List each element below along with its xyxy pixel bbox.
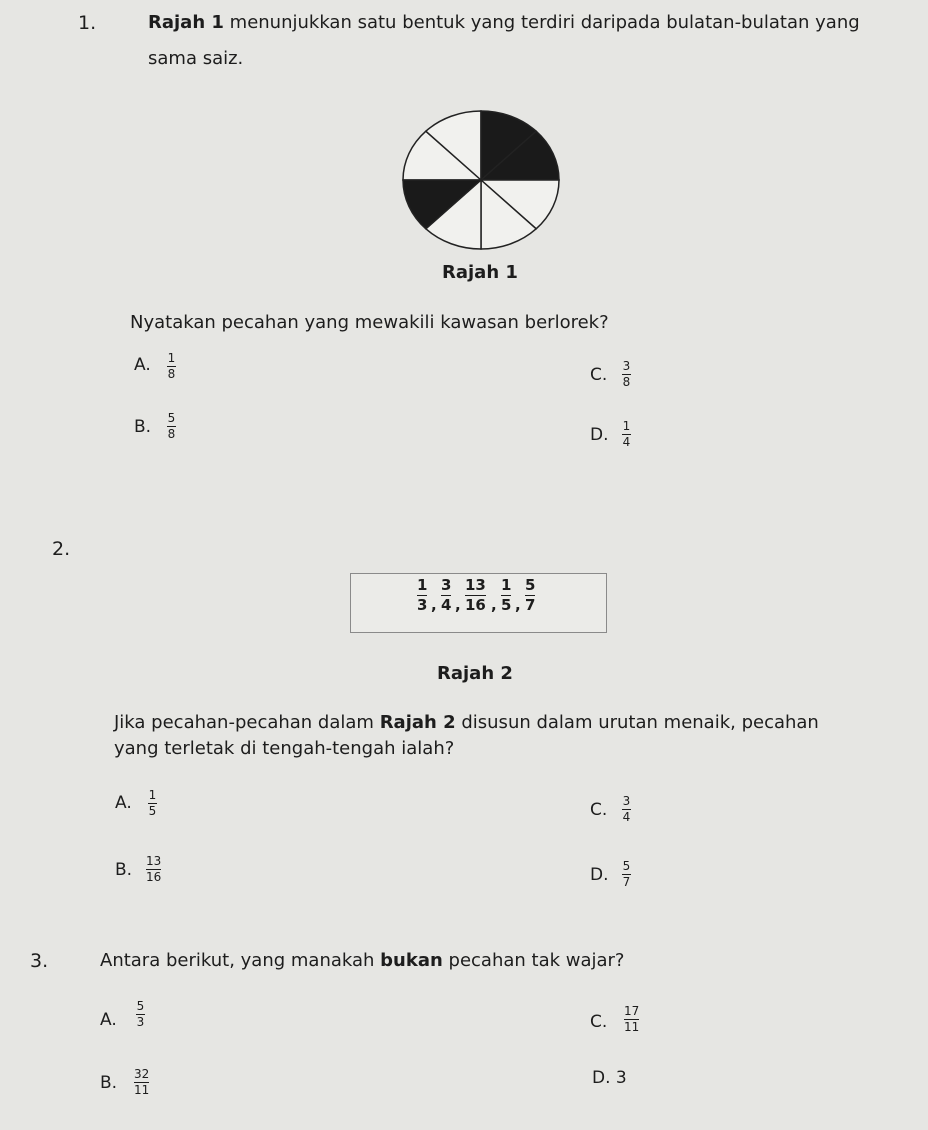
- denominator: 4: [622, 435, 631, 449]
- question-3-stem-bold: bukan: [380, 950, 443, 971]
- q2-option-d-fraction[interactable]: [622, 860, 631, 889]
- q2-option-c-letter[interactable]: C.: [590, 800, 608, 820]
- rajah-1-caption: Rajah 1: [442, 262, 518, 283]
- rajah-1-circle-figure: [400, 108, 562, 252]
- question-1-stem: [148, 12, 860, 34]
- question-2-stem-part1: Jika pecahan-pecahan dalam: [114, 712, 380, 733]
- denominator: 11: [134, 1083, 150, 1097]
- denominator: 3: [136, 1015, 145, 1029]
- q1-option-a-fraction[interactable]: [167, 352, 176, 381]
- numerator: 3: [622, 359, 631, 373]
- numerator: 32: [134, 1067, 150, 1081]
- question-1-number: 1.: [78, 12, 97, 34]
- q1-option-b-letter[interactable]: B.: [134, 417, 152, 437]
- q2-option-b-letter[interactable]: B.: [115, 860, 133, 880]
- denominator: 8: [167, 427, 176, 441]
- q3-option-d-letter: D.: [592, 1068, 611, 1088]
- question-1-prompt: Nyatakan pecahan yang mewakili kawasan berlorek?: [130, 312, 609, 333]
- numerator: 13: [146, 854, 162, 868]
- denominator: 7: [622, 875, 631, 889]
- denominator: 4: [622, 810, 631, 824]
- q2-option-a-letter[interactable]: A.: [115, 793, 132, 813]
- rajah-2-fraction-1: 1 3: [417, 576, 428, 614]
- question-1-stem-line2: sama saiz.: [148, 48, 244, 69]
- question-2-stem-part2: disusun dalam urutan menaik, pecahan: [455, 712, 819, 733]
- rajah-2-fraction-2: 3 4: [441, 576, 452, 614]
- rajah-2-fraction-5: 5 7: [525, 576, 536, 614]
- denominator: 5: [148, 804, 157, 818]
- rajah-2-fraction-3: 13 16: [465, 576, 486, 614]
- denominator: 11: [624, 1020, 640, 1034]
- rajah-2-caption: Rajah 2: [437, 663, 513, 684]
- q1-option-d-fraction[interactable]: [622, 420, 631, 449]
- question-1-stem-rest: menunjukkan satu bentuk yang terdiri daripada bulatan-bulatan yang: [223, 12, 860, 33]
- question-3-number: 3.: [30, 950, 49, 972]
- q3-option-a-letter[interactable]: A.: [100, 1010, 117, 1030]
- question-3-stem-part1: Antara berikut, yang manakah: [100, 950, 381, 971]
- q2-option-a-fraction[interactable]: [148, 789, 157, 818]
- q1-option-b-fraction[interactable]: [167, 412, 176, 441]
- q1-option-d-letter[interactable]: D.: [590, 425, 609, 445]
- q2-option-c-fraction[interactable]: [622, 795, 631, 824]
- q2-option-b-fraction[interactable]: [146, 855, 161, 884]
- q3-option-b-fraction[interactable]: [134, 1068, 149, 1097]
- q3-option-d[interactable]: [592, 1068, 627, 1088]
- q3-option-c-letter[interactable]: C.: [590, 1012, 608, 1032]
- numerator: 1: [167, 351, 176, 365]
- q3-option-a-fraction[interactable]: [136, 1000, 145, 1029]
- q3-option-c-fraction[interactable]: [624, 1005, 639, 1034]
- rajah-2-fraction-box: 1 3 , 3 4 , 13 16 , 1 5 , 5 7: [350, 573, 607, 633]
- q2-option-d-letter[interactable]: D.: [590, 865, 609, 885]
- numerator: 1: [622, 419, 631, 433]
- question-2-stem: [114, 712, 819, 734]
- question-2-number: 2.: [52, 538, 71, 560]
- q1-option-c-fraction[interactable]: [622, 360, 631, 389]
- q1-option-c-letter[interactable]: C.: [590, 365, 608, 385]
- q1-option-a-letter[interactable]: A.: [134, 355, 151, 375]
- denominator: 16: [146, 870, 162, 884]
- rajah-2-fraction-4: 1 5: [501, 576, 512, 614]
- q3-option-d-value: 3: [615, 1068, 627, 1088]
- question-3-stem: [100, 950, 624, 972]
- question-2-stem-bold: Rajah 2: [379, 712, 456, 733]
- numerator: 17: [624, 1004, 640, 1018]
- denominator: 8: [622, 375, 631, 389]
- numerator: 5: [167, 411, 176, 425]
- q3-option-b-letter[interactable]: B.: [100, 1073, 118, 1093]
- question-3-stem-part2: pecahan tak wajar?: [442, 950, 625, 971]
- question-1-stem-bold: Rajah 1: [148, 12, 224, 33]
- question-2-stem-line2: yang terletak di tengah-tengah ialah?: [114, 738, 455, 759]
- numerator: 3: [622, 794, 631, 808]
- numerator: 5: [622, 859, 631, 873]
- denominator: 8: [167, 367, 176, 381]
- numerator: 5: [136, 999, 145, 1013]
- numerator: 1: [148, 788, 157, 802]
